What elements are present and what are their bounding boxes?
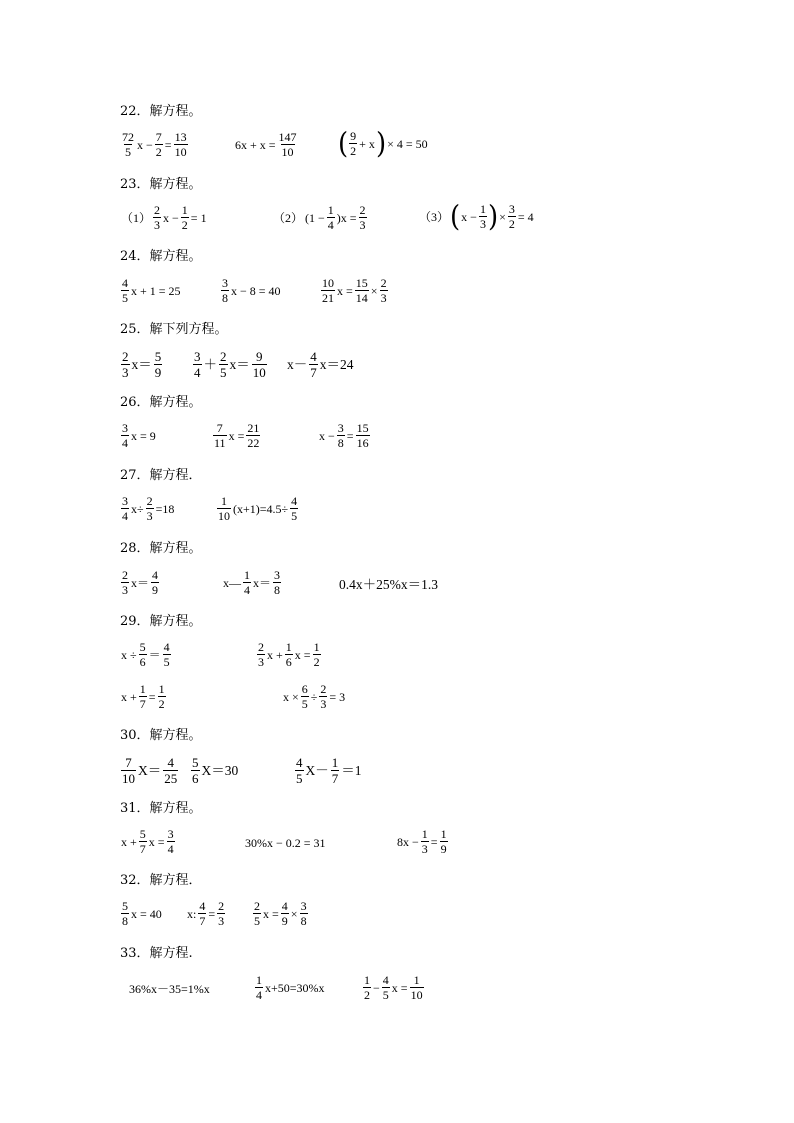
- equation-27-2: 1 10 (x+1)=4.5÷ $\frac{4}{5}$: [218, 494, 298, 523]
- equation-24-1: 4 5 x + 1 = 25: [122, 276, 181, 305]
- equation-26-3: x − $\frac{3}{8}$ = $\frac{15}{16}$: [319, 421, 369, 450]
- equation-28-1: 2 3 x＝ 4 9: [122, 568, 159, 597]
- equation-30-2: 5 6 X＝30: [192, 755, 239, 786]
- equation-22-1: 72 5 x − $\frac{7}{2}$ = $\frac{13}{10}$: [122, 130, 187, 159]
- equation-31-1: x + $\frac{5}{7}$ x = $\frac{3}{4}$: [121, 827, 174, 856]
- equation-24-2: 3 8 x − 8 = 40: [222, 276, 281, 305]
- equation-30-1: 7 10 X＝ 4 25: [122, 755, 178, 786]
- equation-29-1: x ÷ $\frac{5}{6}$ ＝ 4 5: [121, 640, 170, 669]
- equation-33-3: 1 2 − $\frac{4}{5}$ x = $\frac{1}{10}$: [364, 973, 423, 1002]
- equation-31-3: 8x − $\frac{1}{3}$ = $\frac{1}{9}$: [397, 827, 447, 856]
- problem-33-heading: 33．解方程.: [120, 946, 193, 961]
- equation-32-3: 2 5 x = $\frac{4}{9}$ × $\frac{3}{8}$: [254, 899, 307, 928]
- equation-29-2: 2 3 x + $\frac{1}{6}$ x = $\frac{1}{2}$: [258, 640, 320, 669]
- equation-32-1: 5 8 x = 40: [122, 899, 162, 928]
- problem-28-heading: 28．解方程。: [120, 541, 202, 556]
- equation-30-3: 4 5 X－ 1 7 ＝1: [296, 755, 362, 786]
- equation-23-1: （1） 2 3 x − $\frac{1}{2}$ = 1: [121, 203, 207, 232]
- problem-26-heading: 26．解方程。: [120, 395, 202, 410]
- problem-23-heading: 23．解方程。: [120, 177, 202, 192]
- problem-27-heading: 27．解方程．: [120, 468, 202, 483]
- equation-28-2: x— 1 4 x＝ 3 8: [223, 568, 281, 597]
- problem-31-heading: 31．解方程。: [120, 801, 202, 816]
- problem-30-heading: 30．解方程。: [120, 728, 202, 743]
- equation-29-4: x × $\frac{6}{5}$ ÷ $\frac{2}{3}$ = 3: [283, 682, 346, 711]
- equation-32-2: x: $\frac{4}{7}$ = $\frac{2}{3}$: [187, 899, 225, 928]
- problem-22-heading: 22．解方程。: [120, 104, 202, 119]
- equation-25-3: x－ 4 7 x＝24: [287, 349, 354, 380]
- problem-24-heading: 24．解方程。: [120, 249, 202, 264]
- equation-22-2: 6x + x = $\frac{147}{10}$: [235, 130, 297, 159]
- equation-27-1: 3 4 x÷ $\frac{2}{3}$ =18: [122, 494, 175, 523]
- equation-25-2: 3 4 ＋ 2 5 x＝ 9 10: [194, 349, 266, 380]
- equation-24-3: 10 21 x = $\frac{15}{14}$ × $\frac{2}{3}$: [322, 276, 387, 305]
- problem-32-heading: 32．解方程．: [120, 873, 202, 888]
- equation-31-2: 30%x − 0.2 = 31: [245, 836, 326, 850]
- equation-33-1: 36%x－35=1%x: [129, 982, 210, 996]
- equation-25-1: 2 3 x＝ 5 9: [122, 349, 162, 380]
- equation-22-3: ( 9 2 + x ) × 4 = 50: [338, 127, 428, 160]
- equation-26-2: 7 11 x = $\frac{21}{22}$: [214, 421, 260, 450]
- equation-33-2: 1 4 x+50=30%x: [256, 973, 325, 1002]
- equation-28-3: 0.4x＋25%x＝1.3: [339, 577, 438, 592]
- equation-23-2: （2） (1 − $\frac{1}{4}$ )x = $\frac{2}{3}$: [273, 203, 366, 232]
- problem-25-heading: 25．解下列方程。: [120, 322, 228, 337]
- equation-29-3: x + $\frac{1}{7}$ = $\frac{1}{2}$: [121, 682, 165, 711]
- equation-26-1: 3 4 x = 9: [122, 421, 156, 450]
- problem-29-heading: 29．解方程。: [120, 614, 202, 629]
- equation-23-3: （3） ( x − $\frac{1}{3}$ ) × $\frac{3}{2}$ = 4: [419, 200, 534, 233]
